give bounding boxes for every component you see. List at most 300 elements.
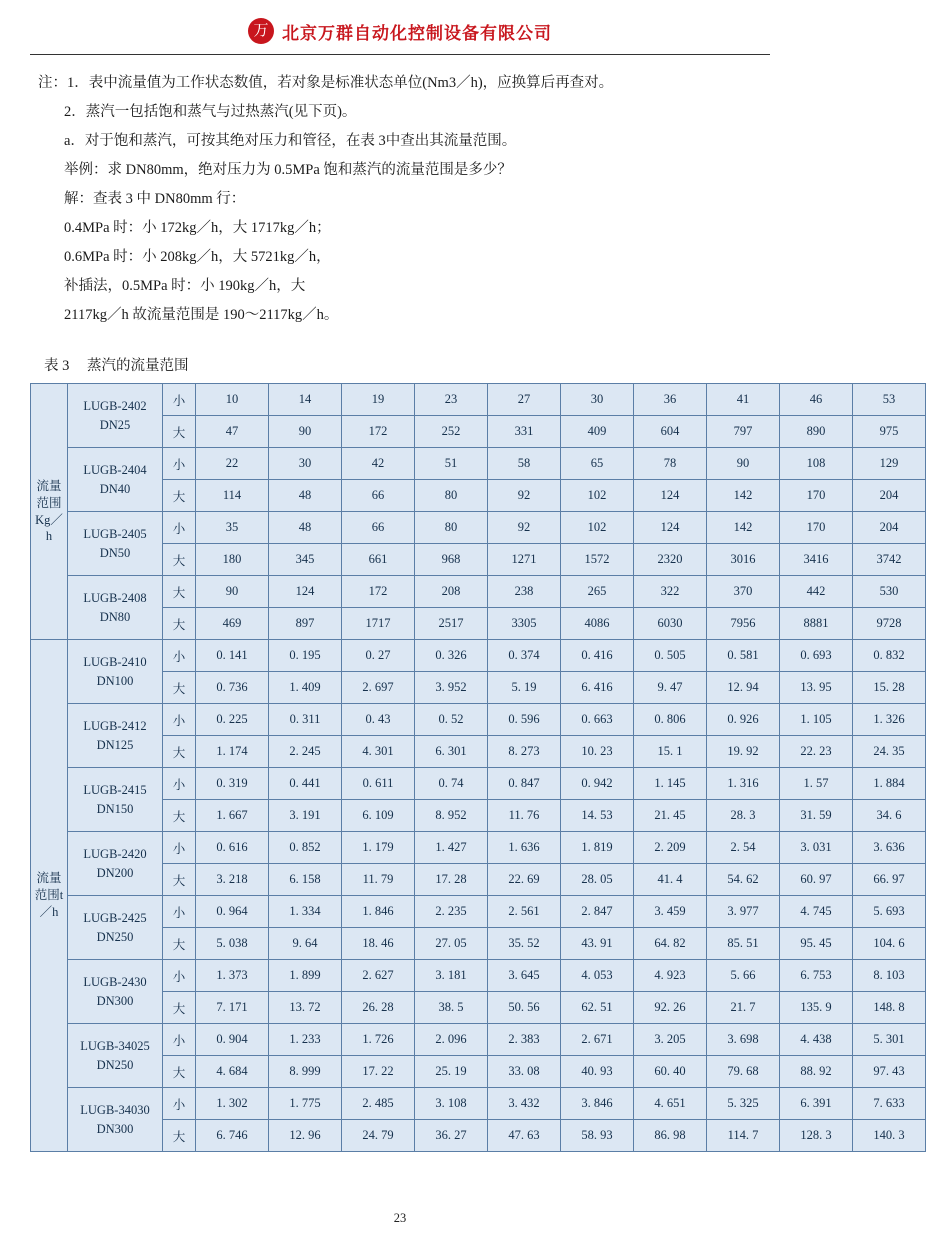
- value-cell: 1. 819: [561, 832, 634, 864]
- value-cell: 140. 3: [853, 1120, 926, 1152]
- value-cell: 2. 671: [561, 1024, 634, 1056]
- model-dn: DN250: [96, 929, 134, 944]
- value-cell: 114: [196, 480, 269, 512]
- value-cell: 7. 633: [853, 1088, 926, 1120]
- value-cell: 62. 51: [561, 992, 634, 1024]
- value-cell: 10. 23: [561, 736, 634, 768]
- value-cell: 30: [561, 384, 634, 416]
- value-cell: 22. 69: [488, 864, 561, 896]
- model-dn: DN100: [96, 673, 134, 688]
- table-row: [31, 608, 926, 640]
- table-row: [31, 544, 926, 576]
- value-cell: 124: [634, 512, 707, 544]
- value-cell: 8. 952: [415, 800, 488, 832]
- model-code: LUGB-2415: [83, 782, 147, 797]
- value-cell: 1572: [561, 544, 634, 576]
- model-cell: [68, 704, 163, 768]
- table-row: [31, 672, 926, 704]
- model-cell: [68, 1024, 163, 1088]
- value-cell: 604: [634, 416, 707, 448]
- model-code: LUGB-34030: [80, 1102, 150, 1117]
- value-cell: 60. 40: [634, 1056, 707, 1088]
- page-footer: [0, 1211, 800, 1226]
- model-code: LUGB-2420: [83, 846, 147, 861]
- value-cell: 3. 977: [707, 896, 780, 928]
- value-cell: 6. 109: [342, 800, 415, 832]
- size-label-cell: 小: [163, 384, 196, 416]
- value-cell: 53: [853, 384, 926, 416]
- value-cell: 86. 98: [634, 1120, 707, 1152]
- value-cell: 28. 3: [707, 800, 780, 832]
- value-cell: 43. 91: [561, 928, 634, 960]
- value-cell: 7. 171: [196, 992, 269, 1024]
- model-dn: DN40: [99, 481, 131, 496]
- value-cell: 6. 391: [780, 1088, 853, 1120]
- size-label-cell: 大: [163, 928, 196, 960]
- value-cell: 3. 181: [415, 960, 488, 992]
- value-cell: 66: [342, 480, 415, 512]
- table-caption: [44, 354, 770, 375]
- value-cell: 238: [488, 576, 561, 608]
- value-cell: 0. 611: [342, 768, 415, 800]
- value-cell: 2. 561: [488, 896, 561, 928]
- model-code: LUGB-2425: [83, 910, 147, 925]
- value-cell: 0. 319: [196, 768, 269, 800]
- value-cell: 104. 6: [853, 928, 926, 960]
- value-cell: 2. 847: [561, 896, 634, 928]
- value-cell: 1. 427: [415, 832, 488, 864]
- value-cell: 34. 6: [853, 800, 926, 832]
- value-cell: 0. 904: [196, 1024, 269, 1056]
- value-cell: 58: [488, 448, 561, 480]
- page-header: [30, 0, 770, 50]
- value-cell: 1. 145: [634, 768, 707, 800]
- value-cell: 0. 225: [196, 704, 269, 736]
- value-cell: 0. 141: [196, 640, 269, 672]
- model-cell: [68, 960, 163, 1024]
- table-row: [31, 1120, 926, 1152]
- size-label-cell: 小: [163, 960, 196, 992]
- value-cell: 18. 46: [342, 928, 415, 960]
- value-cell: 42: [342, 448, 415, 480]
- value-cell: 2. 209: [634, 832, 707, 864]
- value-cell: 15. 28: [853, 672, 926, 704]
- value-cell: 2. 485: [342, 1088, 415, 1120]
- value-cell: 5. 19: [488, 672, 561, 704]
- value-cell: 0. 581: [707, 640, 780, 672]
- value-cell: 1. 174: [196, 736, 269, 768]
- value-cell: 3. 636: [853, 832, 926, 864]
- value-cell: 65: [561, 448, 634, 480]
- size-label-cell: 大: [163, 800, 196, 832]
- value-cell: 4. 684: [196, 1056, 269, 1088]
- value-cell: 47: [196, 416, 269, 448]
- table-row: [31, 640, 926, 672]
- value-cell: 90: [269, 416, 342, 448]
- value-cell: 27: [488, 384, 561, 416]
- value-cell: 0. 311: [269, 704, 342, 736]
- value-cell: 24. 35: [853, 736, 926, 768]
- value-cell: 4. 301: [342, 736, 415, 768]
- value-cell: 12. 96: [269, 1120, 342, 1152]
- value-cell: 3. 698: [707, 1024, 780, 1056]
- value-cell: 128. 3: [780, 1120, 853, 1152]
- value-cell: 3. 846: [561, 1088, 634, 1120]
- value-cell: 9. 64: [269, 928, 342, 960]
- value-cell: 26. 28: [342, 992, 415, 1024]
- value-cell: 0. 52: [415, 704, 488, 736]
- value-cell: 0. 195: [269, 640, 342, 672]
- model-dn: DN300: [96, 1121, 134, 1136]
- value-cell: 4. 053: [561, 960, 634, 992]
- table-row: [31, 736, 926, 768]
- model-dn: DN250: [96, 1057, 134, 1072]
- value-cell: 90: [196, 576, 269, 608]
- size-label-cell: 小: [163, 832, 196, 864]
- value-cell: 5. 66: [707, 960, 780, 992]
- value-cell: 2. 627: [342, 960, 415, 992]
- model-code: LUGB-2404: [83, 462, 147, 477]
- value-cell: 6. 753: [780, 960, 853, 992]
- size-label-cell: 大: [163, 480, 196, 512]
- size-label-cell: 小: [163, 512, 196, 544]
- value-cell: 35. 52: [488, 928, 561, 960]
- value-cell: 0. 27: [342, 640, 415, 672]
- value-cell: 1. 775: [269, 1088, 342, 1120]
- value-cell: 50. 56: [488, 992, 561, 1024]
- size-label-cell: 小: [163, 896, 196, 928]
- company-name: 北京万群自动化控制设备有限公司: [282, 23, 552, 43]
- value-cell: 6. 158: [269, 864, 342, 896]
- table-row: [31, 832, 926, 864]
- value-cell: 142: [707, 480, 780, 512]
- model-dn: DN50: [99, 545, 131, 560]
- value-cell: 21. 7: [707, 992, 780, 1024]
- value-cell: 19. 92: [707, 736, 780, 768]
- value-cell: 148. 8: [853, 992, 926, 1024]
- value-cell: 2517: [415, 608, 488, 640]
- value-cell: 0. 596: [488, 704, 561, 736]
- value-cell: 4. 651: [634, 1088, 707, 1120]
- value-cell: 48: [269, 512, 342, 544]
- value-cell: 4. 438: [780, 1024, 853, 1056]
- table-row: [31, 864, 926, 896]
- value-cell: 1. 105: [780, 704, 853, 736]
- value-cell: 12. 94: [707, 672, 780, 704]
- value-cell: 172: [342, 416, 415, 448]
- value-cell: 975: [853, 416, 926, 448]
- value-cell: 58. 93: [561, 1120, 634, 1152]
- size-label-cell: 大: [163, 416, 196, 448]
- value-cell: 204: [853, 480, 926, 512]
- value-cell: 10: [196, 384, 269, 416]
- value-cell: 1271: [488, 544, 561, 576]
- value-cell: 114. 7: [707, 1120, 780, 1152]
- table-caption-label: 表 3: [44, 358, 70, 374]
- value-cell: 5. 038: [196, 928, 269, 960]
- value-cell: 3. 459: [634, 896, 707, 928]
- value-cell: 2. 697: [342, 672, 415, 704]
- table-row: [31, 576, 926, 608]
- value-cell: 48: [269, 480, 342, 512]
- value-cell: 8. 999: [269, 1056, 342, 1088]
- header-divider: [30, 54, 770, 55]
- note-line: 0.6MPa 时：小 208kg／h，大 5721kg／h，: [64, 249, 331, 265]
- value-cell: 129: [853, 448, 926, 480]
- value-cell: 108: [780, 448, 853, 480]
- model-code: LUGB-2430: [83, 974, 147, 989]
- value-cell: 172: [342, 576, 415, 608]
- table-row: [31, 384, 926, 416]
- value-cell: 0. 43: [342, 704, 415, 736]
- value-cell: 15. 1: [634, 736, 707, 768]
- value-cell: 9728: [853, 608, 926, 640]
- model-cell: [68, 640, 163, 704]
- value-cell: 27. 05: [415, 928, 488, 960]
- value-cell: 0. 736: [196, 672, 269, 704]
- value-cell: 3016: [707, 544, 780, 576]
- value-cell: 345: [269, 544, 342, 576]
- value-cell: 5. 301: [853, 1024, 926, 1056]
- value-cell: 92: [488, 512, 561, 544]
- size-label-cell: 大: [163, 992, 196, 1024]
- value-cell: 8. 103: [853, 960, 926, 992]
- value-cell: 11. 76: [488, 800, 561, 832]
- value-cell: 2. 383: [488, 1024, 561, 1056]
- value-cell: 6. 416: [561, 672, 634, 704]
- value-cell: 3. 205: [634, 1024, 707, 1056]
- value-cell: 180: [196, 544, 269, 576]
- value-cell: 23: [415, 384, 488, 416]
- model-dn: DN300: [96, 993, 134, 1008]
- size-label-cell: 小: [163, 1024, 196, 1056]
- value-cell: 0. 616: [196, 832, 269, 864]
- value-cell: 1. 326: [853, 704, 926, 736]
- model-cell: [68, 576, 163, 640]
- value-cell: 0. 693: [780, 640, 853, 672]
- value-cell: 0. 326: [415, 640, 488, 672]
- value-cell: 46: [780, 384, 853, 416]
- value-cell: 3. 218: [196, 864, 269, 896]
- value-cell: 6. 746: [196, 1120, 269, 1152]
- value-cell: 2. 096: [415, 1024, 488, 1056]
- note-line: 注：1．表中流量值为工作状态数值，若对象是标准状态单位(Nm3／h)，应换算后再查对。: [38, 75, 614, 91]
- value-cell: 4086: [561, 608, 634, 640]
- value-cell: 2. 245: [269, 736, 342, 768]
- value-cell: 3742: [853, 544, 926, 576]
- table-row: [31, 448, 926, 480]
- table-row: [31, 704, 926, 736]
- page-number: 23: [393, 1211, 407, 1225]
- value-cell: 4. 923: [634, 960, 707, 992]
- size-label-cell: 大: [163, 544, 196, 576]
- value-cell: 19: [342, 384, 415, 416]
- value-cell: 17. 28: [415, 864, 488, 896]
- value-cell: 661: [342, 544, 415, 576]
- value-cell: 1. 316: [707, 768, 780, 800]
- size-label-cell: 大: [163, 672, 196, 704]
- value-cell: 41. 4: [634, 864, 707, 896]
- value-cell: 968: [415, 544, 488, 576]
- model-code: LUGB-2405: [83, 526, 147, 541]
- value-cell: 92: [488, 480, 561, 512]
- value-cell: 102: [561, 512, 634, 544]
- table-row: [31, 416, 926, 448]
- model-code: LUGB-34025: [80, 1038, 150, 1053]
- value-cell: 0. 74: [415, 768, 488, 800]
- value-cell: 0. 926: [707, 704, 780, 736]
- model-code: LUGB-2408: [83, 590, 147, 605]
- value-cell: 2320: [634, 544, 707, 576]
- size-label-cell: 小: [163, 640, 196, 672]
- value-cell: 97. 43: [853, 1056, 926, 1088]
- value-cell: 331: [488, 416, 561, 448]
- value-cell: 3. 191: [269, 800, 342, 832]
- value-cell: 135. 9: [780, 992, 853, 1024]
- table-row: [31, 960, 926, 992]
- size-label-cell: 大: [163, 1056, 196, 1088]
- value-cell: 3305: [488, 608, 561, 640]
- model-dn: DN80: [99, 609, 131, 624]
- company-logo-icon: 万: [248, 18, 274, 44]
- value-cell: 36. 27: [415, 1120, 488, 1152]
- value-cell: 80: [415, 512, 488, 544]
- value-cell: 36: [634, 384, 707, 416]
- notes-block: [30, 69, 770, 330]
- value-cell: 0. 832: [853, 640, 926, 672]
- value-cell: 24. 79: [342, 1120, 415, 1152]
- note-line: 0.4MPa 时：小 172kg／h，大 1717kg／h；: [64, 220, 331, 236]
- value-cell: 204: [853, 512, 926, 544]
- value-cell: 88. 92: [780, 1056, 853, 1088]
- value-cell: 1. 373: [196, 960, 269, 992]
- value-cell: 78: [634, 448, 707, 480]
- value-cell: 1. 636: [488, 832, 561, 864]
- value-cell: 13. 95: [780, 672, 853, 704]
- value-cell: 0. 663: [561, 704, 634, 736]
- value-cell: 41: [707, 384, 780, 416]
- model-cell: [68, 512, 163, 576]
- value-cell: 1. 899: [269, 960, 342, 992]
- model-code: LUGB-2410: [83, 654, 147, 669]
- model-cell: [68, 384, 163, 448]
- size-label-cell: 小: [163, 1088, 196, 1120]
- size-label-cell: 大: [163, 1120, 196, 1152]
- value-cell: 265: [561, 576, 634, 608]
- value-cell: 1. 334: [269, 896, 342, 928]
- value-cell: 0. 942: [561, 768, 634, 800]
- model-cell: [68, 832, 163, 896]
- value-cell: 22. 23: [780, 736, 853, 768]
- model-dn: DN150: [96, 801, 134, 816]
- value-cell: 90: [707, 448, 780, 480]
- value-cell: 35: [196, 512, 269, 544]
- table-caption-text: 蒸汽的流量范围: [87, 358, 189, 374]
- value-cell: 17. 22: [342, 1056, 415, 1088]
- value-cell: 1. 726: [342, 1024, 415, 1056]
- size-label-cell: 大: [163, 736, 196, 768]
- model-dn: DN25: [99, 417, 131, 432]
- value-cell: 3. 108: [415, 1088, 488, 1120]
- value-cell: 442: [780, 576, 853, 608]
- table-row: [31, 512, 926, 544]
- value-cell: 102: [561, 480, 634, 512]
- value-cell: 0. 374: [488, 640, 561, 672]
- value-cell: 66. 97: [853, 864, 926, 896]
- value-cell: 51: [415, 448, 488, 480]
- model-cell: [68, 768, 163, 832]
- table-row: [31, 1056, 926, 1088]
- size-label-cell: 小: [163, 704, 196, 736]
- value-cell: 60. 97: [780, 864, 853, 896]
- note-line: 补插法，0.5MPa 时：小 190kg／h，大: [64, 278, 306, 294]
- value-cell: 3. 432: [488, 1088, 561, 1120]
- table-row: [31, 896, 926, 928]
- row-group-header-t: 流量范围t／h: [31, 640, 68, 1152]
- value-cell: 1. 884: [853, 768, 926, 800]
- value-cell: 0. 441: [269, 768, 342, 800]
- value-cell: 797: [707, 416, 780, 448]
- value-cell: 0. 505: [634, 640, 707, 672]
- row-group-header-kg: 流量范围Kg／h: [31, 384, 68, 640]
- value-cell: 13. 72: [269, 992, 342, 1024]
- value-cell: 0. 806: [634, 704, 707, 736]
- value-cell: 3. 031: [780, 832, 853, 864]
- value-cell: 9. 47: [634, 672, 707, 704]
- value-cell: 142: [707, 512, 780, 544]
- size-label-cell: 大: [163, 576, 196, 608]
- note-line: a．对于饱和蒸汽，可按其绝对压力和管径，在表 3中查出其流量范围。: [64, 133, 517, 149]
- value-cell: 170: [780, 480, 853, 512]
- value-cell: 897: [269, 608, 342, 640]
- value-cell: 14: [269, 384, 342, 416]
- value-cell: 409: [561, 416, 634, 448]
- value-cell: 54. 62: [707, 864, 780, 896]
- value-cell: 28. 05: [561, 864, 634, 896]
- value-cell: 530: [853, 576, 926, 608]
- value-cell: 2. 235: [415, 896, 488, 928]
- value-cell: 890: [780, 416, 853, 448]
- value-cell: 1. 233: [269, 1024, 342, 1056]
- value-cell: 0. 964: [196, 896, 269, 928]
- value-cell: 6030: [634, 608, 707, 640]
- value-cell: 79. 68: [707, 1056, 780, 1088]
- value-cell: 2. 54: [707, 832, 780, 864]
- value-cell: 252: [415, 416, 488, 448]
- table-row: [31, 768, 926, 800]
- value-cell: 3. 645: [488, 960, 561, 992]
- model-code: LUGB-2402: [83, 398, 147, 413]
- value-cell: 11. 79: [342, 864, 415, 896]
- value-cell: 92. 26: [634, 992, 707, 1024]
- value-cell: 47. 63: [488, 1120, 561, 1152]
- value-cell: 80: [415, 480, 488, 512]
- value-cell: 124: [634, 480, 707, 512]
- size-label-cell: 小: [163, 448, 196, 480]
- value-cell: 208: [415, 576, 488, 608]
- value-cell: 1717: [342, 608, 415, 640]
- value-cell: 370: [707, 576, 780, 608]
- value-cell: 124: [269, 576, 342, 608]
- value-cell: 64. 82: [634, 928, 707, 960]
- value-cell: 3416: [780, 544, 853, 576]
- value-cell: 1. 667: [196, 800, 269, 832]
- value-cell: 1. 409: [269, 672, 342, 704]
- value-cell: 38. 5: [415, 992, 488, 1024]
- note-line: 举例：求 DN80mm，绝对压力为 0.5MPa 饱和蒸汽的流量范围是多少？: [64, 162, 512, 178]
- value-cell: 170: [780, 512, 853, 544]
- value-cell: 6. 301: [415, 736, 488, 768]
